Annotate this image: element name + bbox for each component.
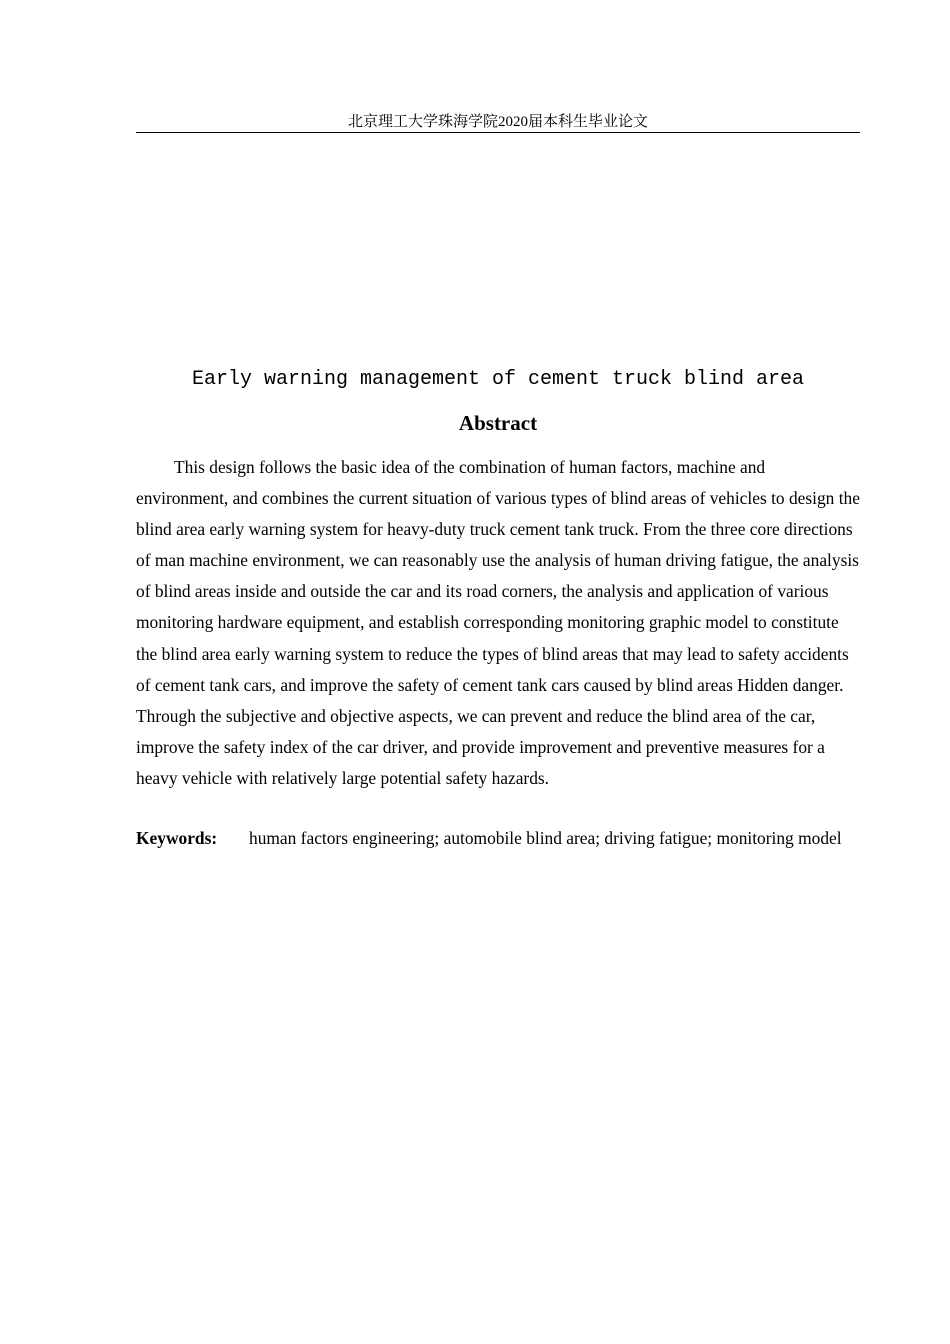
running-header: 北京理工大学珠海学院2020届本科生毕业论文	[347, 114, 648, 130]
keywords-label: Keywords:	[136, 828, 218, 848]
header-rule	[136, 132, 860, 133]
keywords-section	[136, 823, 860, 854]
thesis-title: Early warning management of cement truck blind area	[191, 368, 805, 391]
keywords-text: human factors engineering; automobile blind area; driving fatigue; monitoring model	[249, 828, 842, 848]
abstract-heading: Abstract	[458, 411, 538, 435]
abstract-body: This design follows the basic idea of the combination of human factors, machine and environment, and combines the current situation of various types of blind areas of vehicles to design the blind area early warning system for heavy-duty truck cement tank truck. From the three core directions of man machine environment, we can reasonably use the analysis of human driving fatigue, the analysis of blind areas inside and outside the car and its road corners, the analysis and application of various monitoring hardware equipment, and establish corresponding monitoring graphic model to constitute the blind area early warning system to reduce the types of blind areas that may lead to safety accidents of cement tank cars, and improve the safety of cement tank cars caused by blind areas Hidden danger. Through the subjective and objective aspects, we can prevent and reduce the blind area of the car, improve the safety index of the car driver, and provide improvement and preventive measures for a heavy vehicle with relatively large potential safety hazards.	[136, 457, 860, 788]
